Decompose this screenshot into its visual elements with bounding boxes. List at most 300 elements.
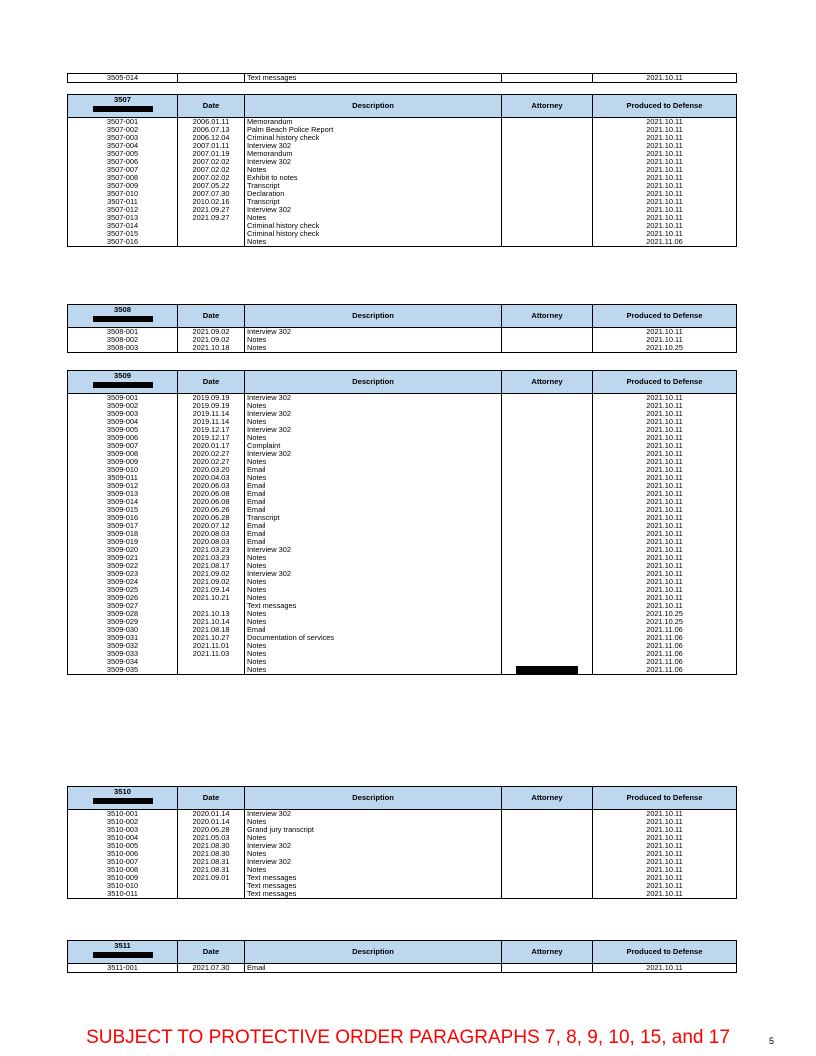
cell-date: 2007.02.02	[178, 158, 245, 166]
cell-attorney	[502, 890, 593, 899]
cell-description: Notes	[245, 850, 502, 858]
cell-description: Transcript	[245, 514, 502, 522]
cell-date: 2019.11.14	[178, 418, 245, 426]
cell-date: 2020.02.27	[178, 458, 245, 466]
cell-id: 3505-014	[68, 74, 178, 83]
cell-id: 3507-005	[68, 150, 178, 158]
cell-id: 3510-006	[68, 850, 178, 858]
cell-id: 3510-002	[68, 818, 178, 826]
cell-description: Notes	[245, 642, 502, 650]
cell-id: 3509-001	[68, 394, 178, 403]
cell-produced: 2021.10.11	[593, 890, 737, 899]
table-row	[68, 158, 737, 166]
cell-produced: 2021.10.11	[593, 230, 737, 238]
cell-attorney	[502, 134, 593, 142]
redaction-bar	[516, 666, 578, 674]
table-row	[68, 554, 737, 562]
index-table-3507	[67, 94, 737, 247]
cell-id: 3509-005	[68, 426, 178, 434]
cell-produced: 2021.11.06	[593, 626, 737, 634]
cell-description: Notes	[245, 834, 502, 842]
cell-attorney	[502, 118, 593, 127]
table-row	[68, 482, 737, 490]
cell-description: Interview 302	[245, 410, 502, 418]
cell-produced: 2021.10.11	[593, 336, 737, 344]
cell-description: Criminal history check	[245, 134, 502, 142]
cell-produced: 2021.10.11	[593, 882, 737, 890]
cell-attorney	[502, 238, 593, 247]
cell-date: 2007.01.19	[178, 150, 245, 158]
cell-produced: 2021.10.11	[593, 834, 737, 842]
cell-attorney	[502, 458, 593, 466]
table-row	[68, 866, 737, 874]
cell-attorney	[502, 634, 593, 642]
cell-date: 2021.10.27	[178, 634, 245, 642]
cell-date	[178, 658, 245, 666]
table-row	[68, 522, 737, 530]
cell-id: 3510-010	[68, 882, 178, 890]
cell-produced: 2021.10.11	[593, 458, 737, 466]
cell-id: 3509-031	[68, 634, 178, 642]
attorney-header: Attorney	[502, 95, 593, 118]
cell-attorney	[502, 474, 593, 482]
table-row	[68, 810, 737, 819]
table-row	[68, 434, 737, 442]
cell-attorney	[502, 874, 593, 882]
cell-description: Email	[245, 626, 502, 634]
cell-date: 2021.03.23	[178, 546, 245, 554]
table-row	[68, 214, 737, 222]
cell-produced: 2021.10.11	[593, 214, 737, 222]
table-row	[68, 610, 737, 618]
cell-date: 2021.08.31	[178, 866, 245, 874]
cell-attorney	[502, 230, 593, 238]
redaction-bar	[93, 316, 153, 322]
cell-attorney	[502, 666, 593, 675]
table-row	[68, 458, 737, 466]
cell-produced: 2021.10.11	[593, 426, 737, 434]
table-row	[68, 826, 737, 834]
cell-description: Interview 302	[245, 810, 502, 819]
cell-description: Notes	[245, 238, 502, 247]
cell-attorney	[502, 418, 593, 426]
cell-date: 2020.02.27	[178, 450, 245, 458]
cell-id: 3509-013	[68, 490, 178, 498]
attorney-header: Attorney	[502, 371, 593, 394]
cell-id: 3509-017	[68, 522, 178, 530]
table-row	[68, 238, 737, 247]
table-row	[68, 206, 737, 214]
cell-attorney	[502, 142, 593, 150]
cell-description: Notes	[245, 418, 502, 426]
cell-id: 3509-034	[68, 658, 178, 666]
cell-description: Exhibit to notes	[245, 174, 502, 182]
cell-id: 3509-006	[68, 434, 178, 442]
table-row	[68, 134, 737, 142]
cell-produced: 2021.10.11	[593, 434, 737, 442]
cell-description: Criminal history check	[245, 230, 502, 238]
cell-description: Notes	[245, 336, 502, 344]
cell-description: Text messages	[245, 874, 502, 882]
cell-attorney	[502, 506, 593, 514]
cell-id: 3510-005	[68, 842, 178, 850]
cell-date	[178, 230, 245, 238]
cell-description: Memorandum	[245, 150, 502, 158]
cell-produced: 2021.10.11	[593, 858, 737, 866]
section-id: 3509	[114, 371, 131, 380]
cell-id: 3510-007	[68, 858, 178, 866]
cell-produced: 2021.10.11	[593, 418, 737, 426]
cell-id: 3508-001	[68, 328, 178, 337]
cell-id: 3509-022	[68, 562, 178, 570]
table-row	[68, 222, 737, 230]
description-header: Description	[245, 371, 502, 394]
table-row	[68, 874, 737, 882]
section-id: 3511	[114, 941, 131, 950]
cell-produced: 2021.10.11	[593, 328, 737, 337]
cell-attorney	[502, 850, 593, 858]
cell-id: 3507-001	[68, 118, 178, 127]
table-row	[68, 658, 737, 666]
table-row	[68, 882, 737, 890]
attorney-header: Attorney	[502, 941, 593, 964]
cell-date: 2019.12.17	[178, 426, 245, 434]
cell-id: 3509-029	[68, 618, 178, 626]
cell-produced: 2021.10.11	[593, 498, 737, 506]
cell-attorney	[502, 450, 593, 458]
cell-attorney	[502, 198, 593, 206]
cell-date: 2021.09.02	[178, 578, 245, 586]
cell-produced: 2021.10.11	[593, 842, 737, 850]
cell-description: Transcript	[245, 198, 502, 206]
cell-produced: 2021.11.06	[593, 658, 737, 666]
cell-produced: 2021.10.11	[593, 530, 737, 538]
redaction-bar	[93, 382, 153, 388]
cell-description: Text messages	[245, 882, 502, 890]
table-row	[68, 426, 737, 434]
cell-description: Interview 302	[245, 158, 502, 166]
cell-attorney	[502, 336, 593, 344]
redaction-bar	[93, 798, 153, 804]
date-header: Date	[178, 95, 245, 118]
cell-produced: 2021.10.11	[593, 402, 737, 410]
cell-id: 3510-004	[68, 834, 178, 842]
cell-description: Notes	[245, 458, 502, 466]
cell-attorney	[502, 514, 593, 522]
cell-id: 3509-024	[68, 578, 178, 586]
cell-produced: 2021.10.11	[593, 466, 737, 474]
cell-produced: 2021.10.11	[593, 134, 737, 142]
table-row	[68, 546, 737, 554]
table-row	[68, 618, 737, 626]
cell-description: Interview 302	[245, 328, 502, 337]
cell-description: Email	[245, 964, 502, 973]
cell-description: Email	[245, 522, 502, 530]
cell-date: 2019.11.14	[178, 410, 245, 418]
cell-description: Interview 302	[245, 426, 502, 434]
cell-attorney	[502, 466, 593, 474]
cell-date: 2019.12.17	[178, 434, 245, 442]
cell-date: 2021.08.30	[178, 842, 245, 850]
cell-id: 3507-010	[68, 190, 178, 198]
date-header: Date	[178, 941, 245, 964]
table-row	[68, 328, 737, 337]
table-row	[68, 626, 737, 634]
cell-description: Interview 302	[245, 206, 502, 214]
cell-id: 3507-004	[68, 142, 178, 150]
cell-description: Criminal history check	[245, 222, 502, 230]
table-row	[68, 578, 737, 586]
table-row	[68, 602, 737, 610]
section-id-header	[68, 787, 178, 810]
cell-description: Interview 302	[245, 546, 502, 554]
cell-attorney	[502, 222, 593, 230]
table-header-row	[68, 941, 737, 964]
cell-produced: 2021.10.11	[593, 602, 737, 610]
cell-description: Email	[245, 538, 502, 546]
date-header: Date	[178, 305, 245, 328]
cell-date	[178, 890, 245, 899]
cell-id: 3507-016	[68, 238, 178, 247]
page-number: 5	[769, 1036, 775, 1046]
cell-attorney	[502, 174, 593, 182]
cell-attorney	[502, 818, 593, 826]
cell-attorney	[502, 182, 593, 190]
cell-date: 2007.07.30	[178, 190, 245, 198]
cell-description: Transcript	[245, 182, 502, 190]
cell-id: 3509-030	[68, 626, 178, 634]
cell-description: Notes	[245, 610, 502, 618]
cell-description: Interview 302	[245, 858, 502, 866]
table-row	[68, 562, 737, 570]
cell-id: 3510-009	[68, 874, 178, 882]
cell-id: 3509-018	[68, 530, 178, 538]
cell-attorney	[502, 538, 593, 546]
table-row	[68, 230, 737, 238]
cell-date: 2020.06.08	[178, 498, 245, 506]
table-row	[68, 442, 737, 450]
date-header: Date	[178, 787, 245, 810]
cell-id: 3509-028	[68, 610, 178, 618]
cell-date: 2021.08.30	[178, 850, 245, 858]
cell-attorney	[502, 434, 593, 442]
cell-produced: 2021.10.11	[593, 570, 737, 578]
cell-date: 2007.01.11	[178, 142, 245, 150]
cell-produced: 2021.10.11	[593, 490, 737, 498]
cell-description: Memorandum	[245, 118, 502, 127]
cell-date	[178, 238, 245, 247]
cell-date: 2021.09.01	[178, 874, 245, 882]
cell-date: 2007.05.22	[178, 182, 245, 190]
cell-attorney	[502, 402, 593, 410]
cell-id: 3508-002	[68, 336, 178, 344]
table-row	[68, 530, 737, 538]
protective-order-notice: SUBJECT TO PROTECTIVE ORDER PARAGRAPHS 7, 8, 9, 10, 15, and 17	[86, 1027, 730, 1048]
cell-description: Interview 302	[245, 142, 502, 150]
cell-produced: 2021.10.11	[593, 222, 737, 230]
cell-attorney	[502, 866, 593, 874]
cell-id: 3507-015	[68, 230, 178, 238]
table-row	[68, 850, 737, 858]
cell-description: Notes	[245, 474, 502, 482]
cell-attorney	[502, 498, 593, 506]
cell-attorney	[502, 206, 593, 214]
cell-date: 2007.02.02	[178, 166, 245, 174]
section-id-header	[68, 95, 178, 118]
cell-description: Notes	[245, 214, 502, 222]
table-row	[68, 174, 737, 182]
cell-attorney	[502, 190, 593, 198]
cell-date: 2020.06.08	[178, 490, 245, 498]
cell-attorney	[502, 964, 593, 973]
cell-attorney	[502, 410, 593, 418]
table-row	[68, 842, 737, 850]
cell-produced: 2021.11.06	[593, 650, 737, 658]
cell-date	[178, 74, 245, 83]
cell-date	[178, 602, 245, 610]
table-row	[68, 666, 737, 675]
produced-header: Produced to Defense	[593, 371, 737, 394]
cell-id: 3507-003	[68, 134, 178, 142]
table-row	[68, 126, 737, 134]
cell-attorney	[502, 126, 593, 134]
cell-id: 3509-014	[68, 498, 178, 506]
description-header: Description	[245, 787, 502, 810]
cell-produced: 2021.10.11	[593, 578, 737, 586]
cell-description: Notes	[245, 618, 502, 626]
table-row	[68, 964, 737, 973]
cell-date: 2006.12.04	[178, 134, 245, 142]
cell-attorney	[502, 842, 593, 850]
cell-produced: 2021.10.11	[593, 182, 737, 190]
cell-attorney	[502, 610, 593, 618]
cell-id: 3509-025	[68, 586, 178, 594]
cell-date: 2020.04.03	[178, 474, 245, 482]
cell-date: 2021.07.30	[178, 964, 245, 973]
cell-description: Notes	[245, 594, 502, 602]
cell-description: Notes	[245, 554, 502, 562]
cell-produced: 2021.11.06	[593, 634, 737, 642]
cell-attorney	[502, 554, 593, 562]
table-row	[68, 182, 737, 190]
table-header-row	[68, 371, 737, 394]
cell-id: 3510-001	[68, 810, 178, 819]
table-row	[68, 418, 737, 426]
cell-produced: 2021.10.11	[593, 482, 737, 490]
cell-produced: 2021.10.11	[593, 866, 737, 874]
table-row	[68, 586, 737, 594]
cell-description: Notes	[245, 666, 502, 675]
section-id: 3510	[114, 787, 131, 796]
table-row	[68, 466, 737, 474]
index-table-3508	[67, 304, 737, 353]
table-row	[68, 538, 737, 546]
cell-attorney	[502, 586, 593, 594]
table-row	[68, 890, 737, 899]
cell-attorney	[502, 650, 593, 658]
description-header: Description	[245, 941, 502, 964]
cell-produced: 2021.10.25	[593, 344, 737, 353]
cell-date: 2006.01.11	[178, 118, 245, 127]
section-id-header	[68, 941, 178, 964]
cell-produced: 2021.10.25	[593, 618, 737, 626]
cell-id: 3509-021	[68, 554, 178, 562]
table-row	[68, 506, 737, 514]
cell-date: 2021.10.13	[178, 610, 245, 618]
cell-date: 2021.09.14	[178, 586, 245, 594]
cell-id: 3510-003	[68, 826, 178, 834]
cell-produced: 2021.10.11	[593, 74, 737, 83]
cell-date: 2021.03.23	[178, 554, 245, 562]
cell-id: 3509-004	[68, 418, 178, 426]
cell-produced: 2021.10.25	[593, 610, 737, 618]
attorney-header: Attorney	[502, 305, 593, 328]
cell-date: 2021.09.02	[178, 336, 245, 344]
cell-description: Notes	[245, 402, 502, 410]
cell-description: Email	[245, 498, 502, 506]
cell-attorney	[502, 214, 593, 222]
cell-date: 2020.01.14	[178, 810, 245, 819]
cell-attorney	[502, 858, 593, 866]
cell-id: 3509-033	[68, 650, 178, 658]
cell-attorney	[502, 546, 593, 554]
cell-description: Notes	[245, 562, 502, 570]
table-row	[68, 474, 737, 482]
cell-attorney	[502, 618, 593, 626]
cell-date: 2021.08.31	[178, 858, 245, 866]
cell-attorney	[502, 578, 593, 586]
cell-id: 3509-002	[68, 402, 178, 410]
date-header: Date	[178, 371, 245, 394]
cell-produced: 2021.11.06	[593, 642, 737, 650]
cell-id: 3509-026	[68, 594, 178, 602]
cell-attorney	[502, 834, 593, 842]
cell-produced: 2021.10.11	[593, 818, 737, 826]
table-row	[68, 490, 737, 498]
cell-description: Notes	[245, 866, 502, 874]
cell-produced: 2021.11.06	[593, 666, 737, 675]
table-continuation	[67, 73, 737, 83]
cell-description: Notes	[245, 344, 502, 353]
cell-description: Complaint	[245, 442, 502, 450]
cell-attorney	[502, 882, 593, 890]
section-id-header	[68, 371, 178, 394]
cell-produced: 2021.10.11	[593, 450, 737, 458]
cell-attorney	[502, 594, 593, 602]
cell-description: Text messages	[245, 602, 502, 610]
cell-description: Interview 302	[245, 570, 502, 578]
produced-header: Produced to Defense	[593, 305, 737, 328]
cell-id: 3509-010	[68, 466, 178, 474]
cell-description: Text messages	[245, 74, 502, 83]
cell-date	[178, 222, 245, 230]
cell-id: 3509-027	[68, 602, 178, 610]
redaction-bar	[93, 952, 153, 958]
cell-produced: 2021.10.11	[593, 850, 737, 858]
cell-description: Email	[245, 490, 502, 498]
cell-description: Text messages	[245, 890, 502, 899]
cell-id: 3509-008	[68, 450, 178, 458]
produced-header: Produced to Defense	[593, 787, 737, 810]
table-row	[68, 190, 737, 198]
table-row	[68, 498, 737, 506]
cell-attorney	[502, 158, 593, 166]
table-row	[68, 514, 737, 522]
cell-description: Documentation of services	[245, 634, 502, 642]
cell-id: 3507-012	[68, 206, 178, 214]
cell-id: 3509-009	[68, 458, 178, 466]
table-row	[68, 410, 737, 418]
